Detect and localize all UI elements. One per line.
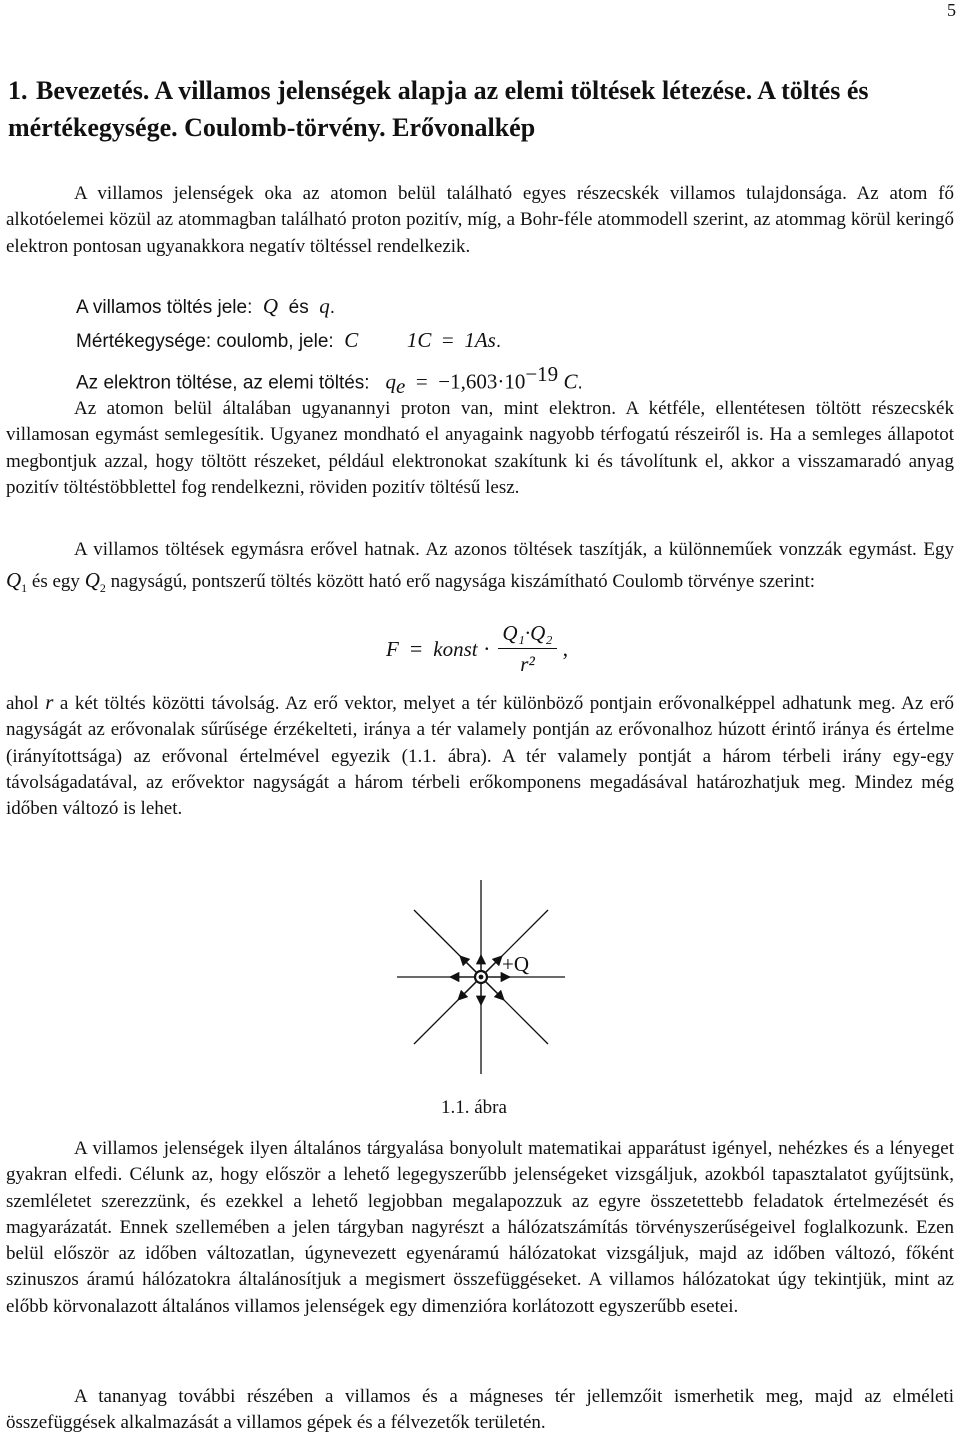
unit-eq-rhs: 1As <box>464 328 496 352</box>
paragraph-outlook <box>6 1384 954 1437</box>
electron-sub: e <box>395 374 406 399</box>
paragraph-approach <box>6 1136 954 1320</box>
electron-unit: C <box>563 369 578 394</box>
section-heading <box>8 72 948 146</box>
unit-line <box>76 328 501 353</box>
paragraph-force-part1: A villamos töltések egymásra erővel hatnak. Az azonos töltések taszítják, a különneműek vonzzák egymást. Egy <box>74 539 954 560</box>
electron-end: . <box>577 372 583 394</box>
charge-symbol-q-upper: Q <box>262 294 279 318</box>
q2-symbol: Q <box>84 568 100 592</box>
charge-symbol-label: A villamos töltés jele: <box>76 297 253 318</box>
paragraph-field-part2: a két töltés közötti távolság. Az erő vektor, melyet a tér különböző pontjain erővonalképpel adhatunk meg. Az erő nagyságát az erővonalak sűrűsége érzékelteti, iránya a tér valamely pontján az erővonalhoz húzott érintő iránya és értelme (irányítottsága) az erővonal értelmével egyezik (1.1. ábra). A tér valamely pontját a három térbeli irány egy-egy távolságadatával, az erővektor nagyságát a három térbeli erőkomponens megadásával határozhatjuk meg. Mindez még időben változó is lehet. <box>6 693 955 820</box>
electron-exp: −19 <box>525 362 559 386</box>
coulomb-denominator: r² <box>520 652 535 676</box>
coulomb-lhs: F <box>386 636 399 661</box>
r-symbol: r <box>45 690 54 714</box>
q1-symbol: Q <box>6 568 22 592</box>
coulomb-konst: konst <box>433 636 478 661</box>
page-number: 5 <box>947 0 956 20</box>
charge-label: +Q <box>502 952 530 976</box>
heading-number: 1. <box>8 76 28 105</box>
charge-symbol-end: . <box>329 297 336 318</box>
charge-symbol-conj: és <box>288 297 309 318</box>
coulomb-comma: , <box>562 635 569 661</box>
paragraph-outlook-text: A tananyag további részében a villamos és a mágneses tér jellemzőit ismerhetik meg, majd az elméleti összefüggések alkalmazását a villamos gépek és a félvezetők területén. <box>6 1386 954 1434</box>
paragraph-force-part2: és egy <box>31 571 80 592</box>
coulomb-law-lhs-cell: F = konst · <box>386 635 491 661</box>
electron-label: Az elektron töltése, az elemi töltés: <box>76 372 370 394</box>
coulomb-numerator: Q₁·Q₂ <box>502 621 553 645</box>
electron-value: −1,603·10 <box>438 369 526 394</box>
paragraph-approach-text: A villamos jelenségek ilyen általános tárgyalása bonyolult matematikai apparátust igényel, nehézkes és a lényeget gyakran elfedi. Célunk az, hogy először a lehető legegyszerűbb jelenségeket vizsgáljuk, azokból tapasztalatot gyűjtsünk, szemléletet szerezzünk, és ezekkel a lehető legjobban megalapozzuk az egyre összetettebb feladatok értelmezését és magyarázatát. Ennek szellemében a jelen tárgyban nagyrészt a hálózatszámítás törvényszerűségeivel foglalkozunk. Ezen belül először az időben változatlan, úgynevezett egyenáramú hálózatokat vizsgáljuk, majd az időben változó, főként szinuszos áramú hálózatokra általánosítjuk a megismert összefüggéseket. A villamos hálózatokat úgy tekintjük, mint az előbb körvonalazott általános villamos jelenségek egy dimenzióra korlátozott egyszerűbb esetei. <box>6 1138 954 1317</box>
coulomb-law-table <box>385 620 569 677</box>
figure-caption: 1.1. ábra <box>441 1097 507 1118</box>
charge-symbol-q-lower: q <box>319 294 330 318</box>
paragraph-force-part3: nagyságú, pontszerű töltés között ható erő nagysága kiszámítható Coulomb törvénye szerint: <box>110 571 816 592</box>
unit-eq-sign: = <box>441 328 454 352</box>
paragraph-neutral-text: Az atomon belül általában ugyanannyi proton van, mint elektron. A kétféle, ellentétesen töltött részecskék villamosan egymást semlegesítik. Ugyanez mondható el anyagaink nagyobb térfogatú részeiről is. Ha a semleges állapotot megbontjuk azzal, hogy töltött részeket, például elektronokat szakítunk ki és távolítunk el, akkor a visszamaradó anyag pozitív töltéstöbblettel fog rendelkezni, röviden pozitív töltésű lesz. <box>6 398 954 498</box>
point-charge-dot <box>479 975 484 980</box>
paragraph-intro-text: A villamos jelenségek oka az atomon belül található egyes részecskék villamos tulajdonsága. Az atom fő alkotóelemei közül az atommagban található proton pozitív, míg, a Bohr-féle atommodell szerint, az atommag körül keringő elektron pontosan ugyanakkora negatív töltéssel rendelkezik. <box>6 183 954 257</box>
electron-charge-line <box>76 362 583 399</box>
paragraph-field-lines <box>6 689 954 822</box>
unit-symbol: C <box>344 328 359 352</box>
paragraph-intro <box>6 181 954 260</box>
coulomb-eq: = <box>409 635 423 661</box>
heading-text: Bevezetés. A villamos jelenségek alapja az elemi töltések létezése. A töltés és mértékegysége. Coulomb-törvény. Erővonalkép <box>8 76 869 142</box>
unit-label: Mértékegysége: coulomb, jele: <box>76 331 334 352</box>
coulomb-comma-cell <box>557 620 570 677</box>
q1-sub: 1 <box>21 580 28 595</box>
unit-eq-lhs: 1C <box>406 328 432 352</box>
coulomb-denominator-cell <box>498 649 556 678</box>
q2-sub: 2 <box>99 580 106 595</box>
electron-eq-sign: = <box>415 369 428 394</box>
coulomb-law-formula <box>385 620 569 677</box>
field-lines-figure <box>0 860 960 1120</box>
paragraph-neutral <box>6 396 954 501</box>
unit-end: . <box>495 331 502 352</box>
electron-symbol: q <box>385 369 396 394</box>
paragraph-field-part1: ahol <box>6 693 39 714</box>
paragraph-force <box>6 535 954 603</box>
coulomb-numerator-cell <box>498 620 556 649</box>
charge-symbol-line <box>76 294 335 319</box>
